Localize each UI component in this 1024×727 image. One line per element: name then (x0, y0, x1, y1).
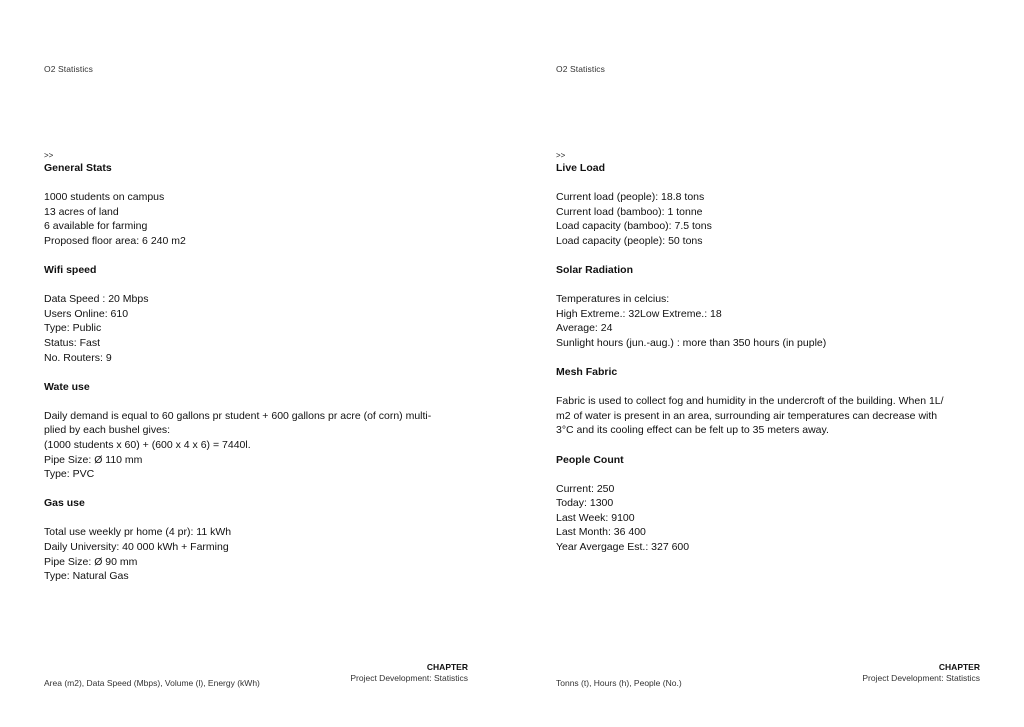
mesh-fabric-section (556, 365, 986, 438)
stat-line: Average: 24 (556, 322, 613, 335)
stat-line: Temperatures in celcius: (556, 293, 670, 306)
stat-line: Current load (people): 18.8 tons (556, 191, 705, 204)
chapter-info (350, 662, 468, 684)
units-legend: Tonns (t), Hours (h), People (No.) (556, 678, 682, 688)
stat-line: No. Routers: 9 (44, 351, 112, 364)
stat-line: Proposed floor area: 6 240 m2 (44, 234, 186, 247)
stat-line: Total use weekly pr home (4 pr): 11 kWh (44, 526, 232, 539)
people-count-section (556, 453, 986, 555)
stat-line: Today: 1300 (556, 497, 614, 510)
stat-line: Last Week: 9100 (556, 511, 635, 524)
stat-line: Load capacity (people): 50 tons (556, 234, 703, 247)
section-title: General Stats (44, 162, 112, 174)
stat-line: 3°C and its cooling effect can be felt up to 35 meters away. (556, 424, 829, 437)
stat-line: Type: Natural Gas (44, 570, 129, 583)
stat-line: Pipe Size: Ø 110 mm (44, 453, 143, 466)
stat-line: 13 acres of land (44, 205, 119, 218)
section-title: People Count (556, 453, 624, 466)
section-marker: >> (556, 151, 566, 160)
general-stats-section (44, 161, 474, 248)
section-title: Mesh Fabric (556, 366, 618, 379)
wifi-speed-section (44, 263, 474, 365)
stat-line: plied by each bushel gives: (44, 424, 171, 437)
stat-line: Current: 250 (556, 482, 615, 495)
stat-line: Type: Public (44, 322, 102, 335)
section-title: Wate use (44, 380, 90, 393)
stat-line: Users Online: 610 (44, 307, 129, 320)
left-content (44, 151, 474, 584)
chapter-name: Project Development: Statistics (350, 673, 468, 683)
section-marker: >> (44, 151, 54, 160)
stat-line: Daily demand is equal to 60 gallons pr student + 600 gallons pr acre (of corn) multi- (44, 409, 432, 422)
stat-line: 6 available for farming (44, 220, 148, 233)
running-head: O2 Statistics (44, 64, 94, 74)
stat-line: Year Avergage Est.: 327 600 (556, 541, 690, 554)
stat-line: Load capacity (bamboo): 7.5 tons (556, 220, 712, 233)
live-load-section (556, 161, 986, 248)
stat-line: Current load (bamboo): 1 tonne (556, 205, 703, 218)
stat-line: Fabric is used to collect fog and humidity in the undercroft of the building. When 1L/ (556, 395, 944, 408)
chapter-info (862, 662, 980, 684)
stat-line: High Extreme.: 32Low Extreme.: 18 (556, 307, 722, 320)
stat-line: Status: Fast (44, 336, 101, 349)
gas-use-section (44, 496, 474, 583)
chapter-name: Project Development: Statistics (862, 673, 980, 683)
stat-line: Sunlight hours (jun.-aug.) : more than 350 hours (in puple) (556, 336, 827, 349)
solar-radiation-section (556, 263, 986, 350)
section-title: Solar Radiation (556, 264, 634, 277)
water-use-section (44, 380, 474, 482)
page-footer (44, 662, 468, 688)
section-title: Wifi speed (44, 264, 97, 277)
stat-line: Pipe Size: Ø 90 mm (44, 555, 138, 568)
section-title: Live Load (556, 162, 606, 174)
running-head: O2 Statistics (556, 64, 606, 74)
stat-line: Data Speed : 20 Mbps (44, 293, 149, 306)
page-footer (556, 662, 980, 688)
stat-line: Type: PVC (44, 468, 95, 481)
chapter-label: CHAPTER (938, 662, 980, 672)
stat-line: Daily University: 40 000 kWh + Farming (44, 541, 229, 554)
right-content (556, 151, 986, 555)
stat-line: (1000 students x 60) + (600 x 4 x 6) = 7440l. (44, 439, 251, 451)
right-page (512, 0, 1024, 727)
stat-line: m2 of water is present in an area, surrounding air temperatures can decrease with (556, 409, 938, 422)
section-title: Gas use (44, 497, 85, 510)
stat-line: Last Month: 36 400 (556, 526, 646, 539)
chapter-label: CHAPTER (426, 662, 468, 672)
units-legend: Area (m2), Data Speed (Mbps), Volume (l), Energy (kWh) (44, 678, 260, 688)
stat-line: 1000 students on campus (44, 191, 165, 204)
